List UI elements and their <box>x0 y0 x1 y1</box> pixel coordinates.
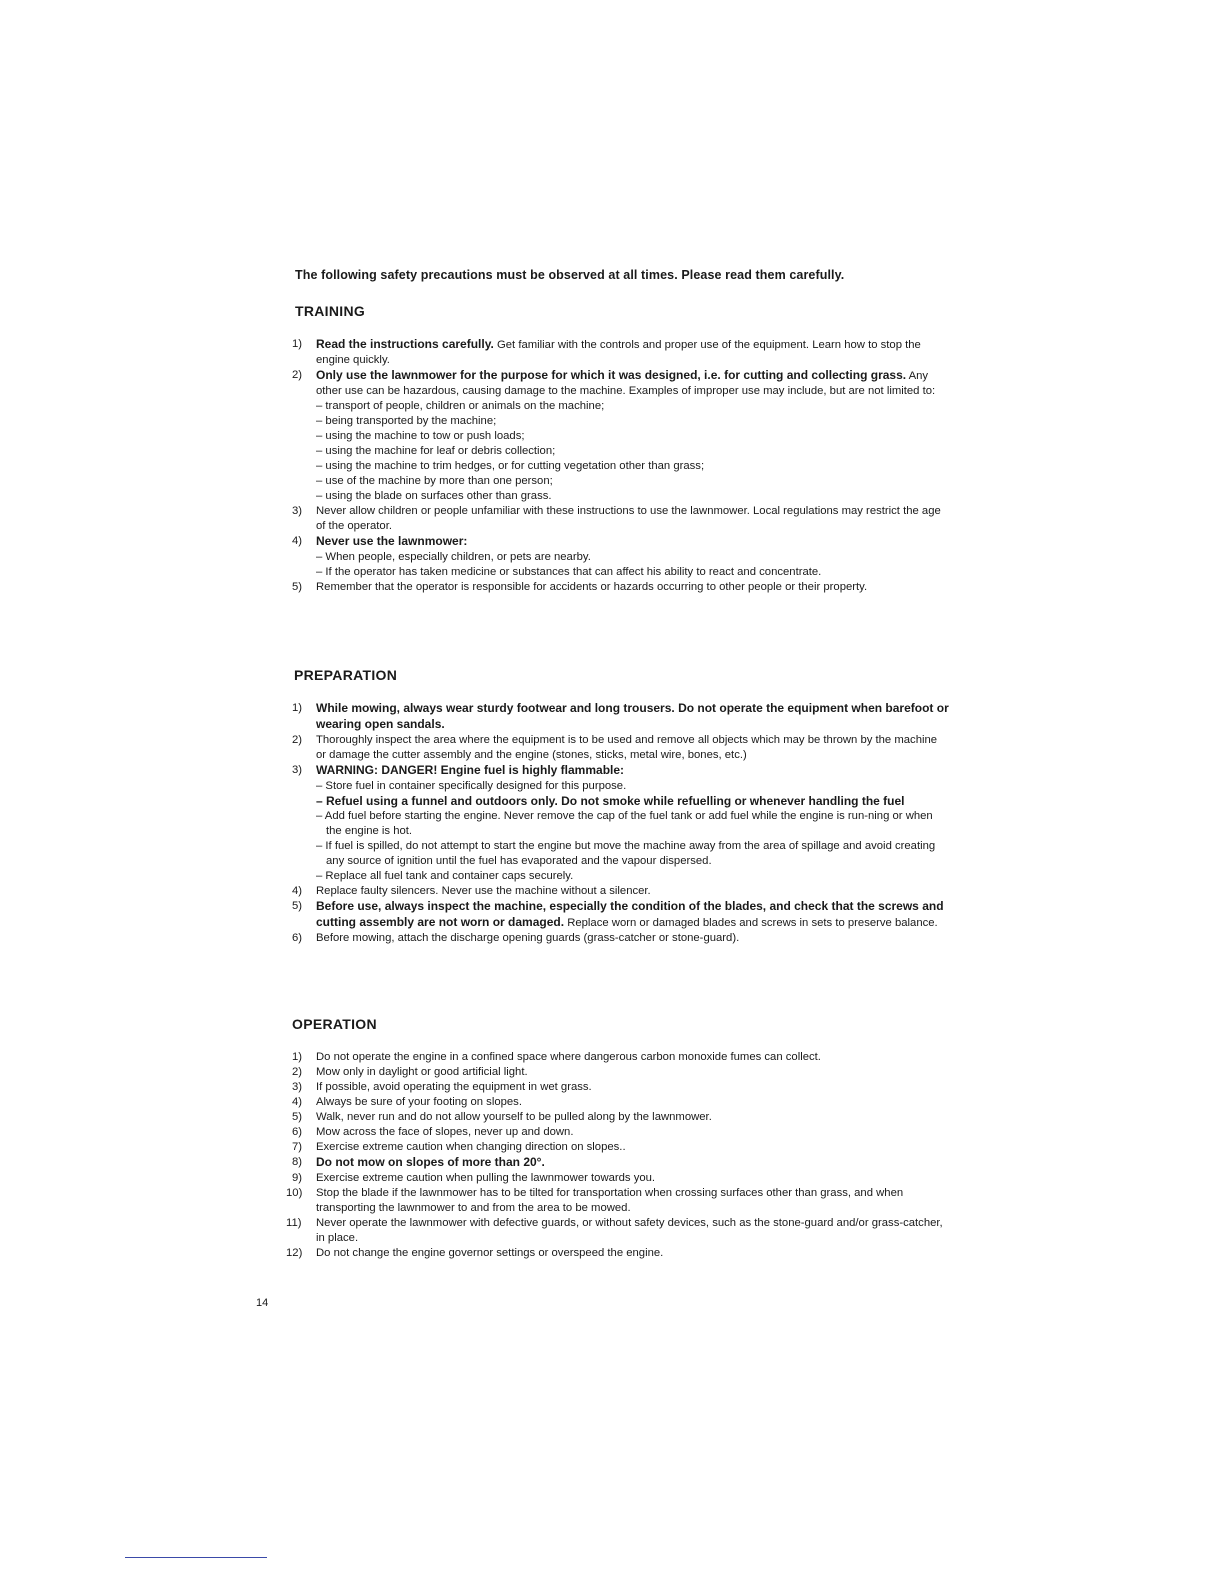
item-lead: Do not mow on slopes of more than 20°. <box>316 1155 545 1169</box>
list-item <box>290 1080 950 1095</box>
item-text: Remember that the operator is responsible for accidents or hazards occurring to other people or their property. <box>316 581 868 593</box>
preparation-list <box>290 701 950 946</box>
item-number: 10 ) <box>286 1186 302 1201</box>
list-item <box>290 763 950 884</box>
list-item <box>290 701 950 733</box>
item-text: Stop the blade if the lawnmower has to be tilted for transportation when crossing surfaces other than grass, and when transporting the lawnmower to and from the area to be mowed. <box>316 1187 904 1214</box>
sub-item: – using the blade on surfaces other than grass. <box>316 490 552 502</box>
item-text: Get familiar with the controls and proper use of the equipment. Learn how to stop the engine quickly. <box>316 339 921 366</box>
intro-text: The following safety precautions must be observed at all times. Please read them carefully. <box>295 268 845 282</box>
section-title-training: TRAINING <box>295 303 366 319</box>
item-number: 12 ) <box>286 1246 302 1261</box>
item-number: 3 ) <box>292 763 302 778</box>
list-item <box>290 1095 950 1110</box>
item-lead: WARNING: DANGER! Engine fuel is highly flammable: <box>316 763 625 777</box>
list-item <box>290 580 950 595</box>
item-text: Do not change the engine governor settings or overspeed the engine. <box>316 1247 664 1259</box>
item-number: 4 ) <box>292 534 302 549</box>
sub-item: – If the operator has taken medicine or substances that can affect his ability to react and concentrate. <box>316 566 822 578</box>
list-item <box>290 931 950 946</box>
item-number: 1 ) <box>292 701 302 716</box>
item-text: Never operate the lawnmower with defective guards, or without safety devices, such as the stone-guard and/or grass-catcher, in place. <box>316 1217 943 1244</box>
item-text: Exercise extreme caution when pulling the lawnmower towards you. <box>316 1172 656 1184</box>
item-text: Mow only in daylight or good artificial light. <box>316 1066 528 1078</box>
list-item <box>290 1110 950 1125</box>
item-text: Mow across the face of slopes, never up and down. <box>316 1126 574 1138</box>
item-number: 4 ) <box>292 884 302 899</box>
sub-item: – Add fuel before starting the engine. Never remove the cap of the fuel tank or add fuel while the engine is run-ning or when the engine is hot. <box>316 810 933 837</box>
item-text: Replace worn or damaged blades and screws in sets to preserve balance. <box>564 917 938 929</box>
list-item <box>290 534 950 580</box>
item-number: 9 ) <box>292 1171 302 1186</box>
item-lead: Only use the lawnmower for the purpose for which it was designed, i.e. for cutting and collecting grass. <box>316 368 907 382</box>
item-number: 5 ) <box>292 1110 302 1125</box>
item-number: 11 ) <box>286 1216 302 1231</box>
item-lead: Before use, always inspect the machine, especially the condition of the blades, and check that the screws and cutting assembly are not worn or damaged. <box>316 899 944 929</box>
list-item <box>290 1140 950 1155</box>
sub-item: – When people, especially children, or pets are nearby. <box>316 551 591 563</box>
list-item <box>290 899 950 931</box>
page-number: 14 <box>256 1297 269 1309</box>
sub-item: – being transported by the machine; <box>316 415 497 427</box>
list-item <box>290 1171 950 1186</box>
item-number: 5 ) <box>292 899 302 914</box>
list-item <box>290 1155 950 1171</box>
list-item <box>290 733 950 763</box>
item-text: Any other use can be hazardous, causing damage to the machine. Examples of improper use may include, but are not limited to: <box>316 370 936 397</box>
sub-item: – using the machine to tow or push loads; <box>316 430 525 442</box>
item-number: 7 ) <box>292 1140 302 1155</box>
item-number: 3 ) <box>292 504 302 519</box>
list-item <box>290 1065 950 1080</box>
section-title-operation: OPERATION <box>292 1016 377 1032</box>
list-item <box>290 337 950 368</box>
item-number: 2 ) <box>292 368 302 383</box>
section-title-preparation: PREPARATION <box>294 667 398 683</box>
item-text: Replace faulty silencers. Never use the machine without a silencer. <box>316 885 651 897</box>
item-lead: While mowing, always wear sturdy footwear and long trousers. Do not operate the equipment when barefoot or wearing open sandals. <box>316 701 949 731</box>
item-number: 1 ) <box>292 337 302 352</box>
list-item <box>290 368 950 504</box>
item-number: 6 ) <box>292 1125 302 1140</box>
sub-item: – transport of people, children or animals on the machine; <box>316 400 605 412</box>
footer-rule <box>125 1557 267 1558</box>
item-text: Always be sure of your footing on slopes. <box>316 1096 522 1108</box>
sub-item: – Replace all fuel tank and container caps securely. <box>316 870 574 882</box>
sub-item: – using the machine for leaf or debris collection; <box>316 445 556 457</box>
training-list <box>290 337 950 595</box>
item-number: 2 ) <box>292 1065 302 1080</box>
item-number: 1 ) <box>292 1050 302 1065</box>
item-text: If possible, avoid operating the equipment in wet grass. <box>316 1081 592 1093</box>
item-text: Walk, never run and do not allow yourself to be pulled along by the lawnmower. <box>316 1111 712 1123</box>
item-text: Never allow children or people unfamiliar with these instructions to use the lawnmower. Local regulations may restrict the age of the operator. <box>316 505 941 532</box>
list-item <box>290 504 950 534</box>
item-number: 8 ) <box>292 1155 302 1170</box>
list-item <box>290 884 950 899</box>
item-number: 6 ) <box>292 931 302 946</box>
item-number: 3 ) <box>292 1080 302 1095</box>
list-item <box>286 1186 950 1216</box>
item-lead: Read the instructions carefully. <box>316 337 494 351</box>
item-text: Before mowing, attach the discharge opening guards (grass-catcher or stone-guard). <box>316 932 740 944</box>
list-item <box>286 1216 950 1246</box>
sub-item-emphasis: – Refuel using a funnel and outdoors only. Do not smoke while refuelling or whenever handling the fuel <box>316 794 905 808</box>
list-item <box>286 1246 950 1261</box>
item-number: 4 ) <box>292 1095 302 1110</box>
sub-item: – Store fuel in container specifically designed for this purpose. <box>316 780 627 792</box>
item-text: Thoroughly inspect the area where the equipment is to be used and remove all objects which may be thrown by the machine or damage the cutter assembly and the engine (stones, sticks, metal wire, bones, etc.) <box>316 734 938 761</box>
sub-item: – use of the machine by more than one person; <box>316 475 553 487</box>
item-text: Exercise extreme caution when changing direction on slopes.. <box>316 1141 626 1153</box>
list-item <box>290 1125 950 1140</box>
list-item <box>290 1050 950 1065</box>
sub-item: – using the machine to trim hedges, or for cutting vegetation other than grass; <box>316 460 705 472</box>
sub-item: – If fuel is spilled, do not attempt to start the engine but move the machine away from the area of spillage and avoid creating any source of ignition until the fuel has evaporated and the vapour dispersed. <box>316 840 936 867</box>
operation-list <box>286 1050 950 1261</box>
item-number: 2 ) <box>292 733 302 748</box>
item-lead: Never use the lawnmower: <box>316 534 468 548</box>
item-number: 5 ) <box>292 580 302 595</box>
item-text: Do not operate the engine in a confined space where dangerous carbon monoxide fumes can collect. <box>316 1051 821 1063</box>
